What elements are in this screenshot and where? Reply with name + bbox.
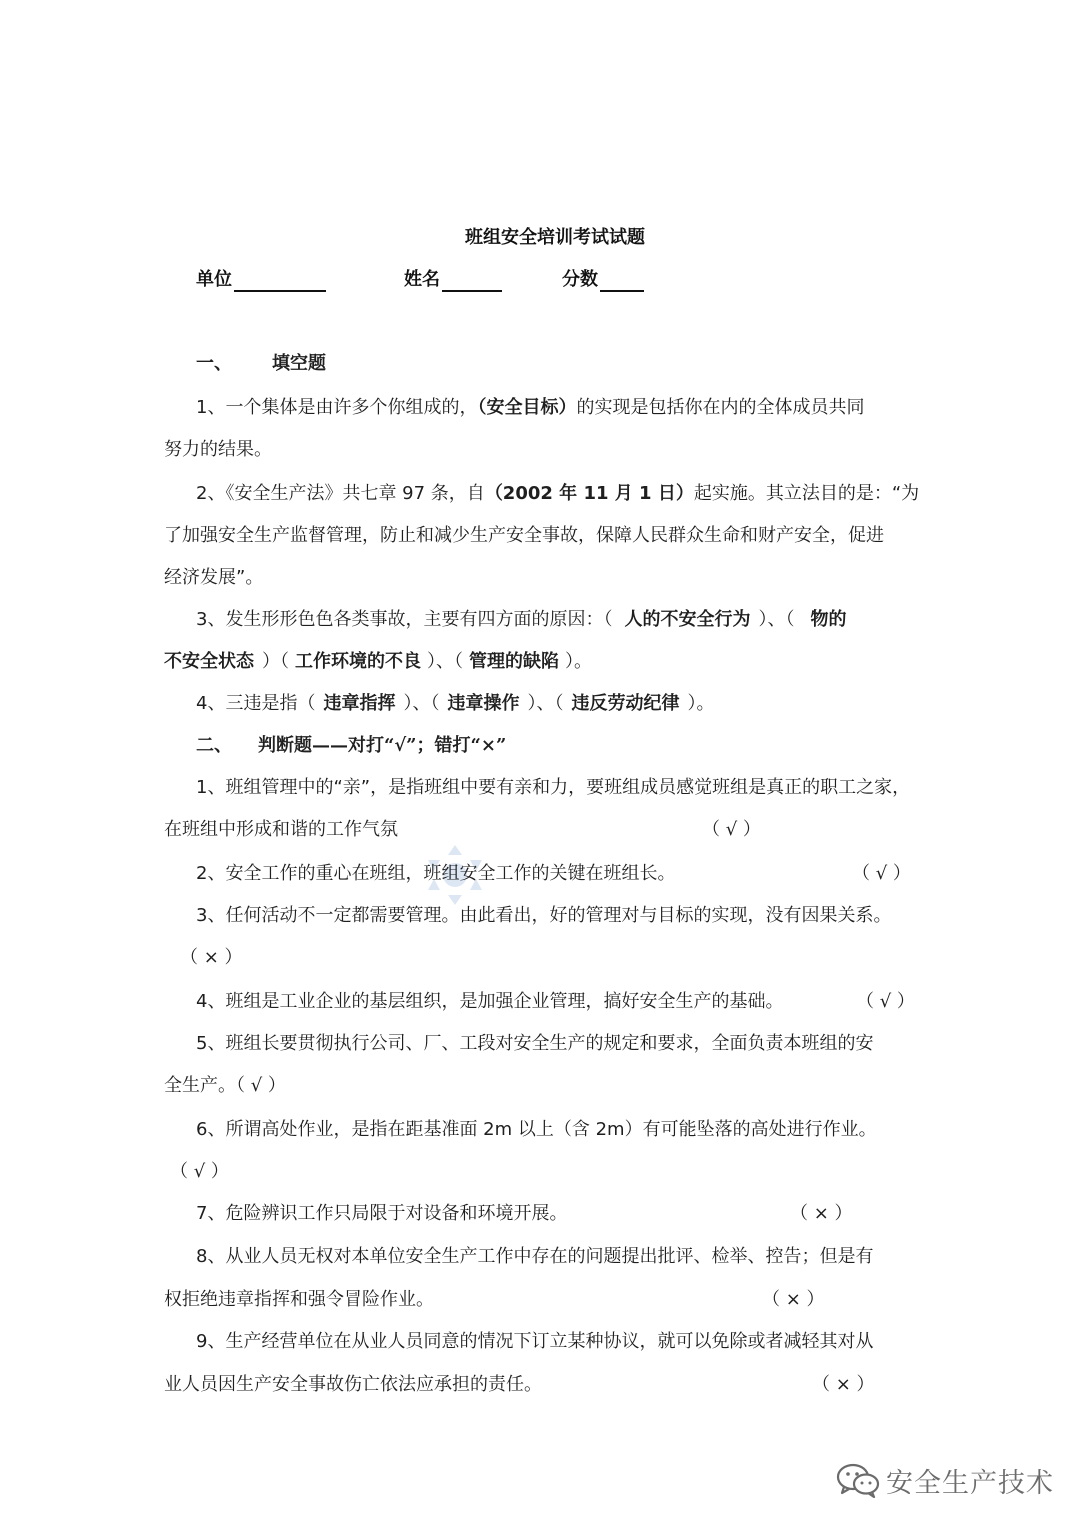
s1-q3-line2 [164,650,592,674]
s1-q3-line1 [196,608,846,632]
s1-q4-answer3: 违反劳动纪律 [571,693,680,714]
section1-title: 填空题 [272,353,326,374]
s1-q4-text-g: ）。 [687,693,715,714]
section2-heading [196,734,506,758]
s1-q2-text-c: 起实施。其立法目的是：“为 [693,483,920,504]
s2-q1-line2: 在班组中形成和谐的工作气氛 [164,819,398,840]
s2-q9-mark: （ × ） [812,1374,875,1395]
s1-q1-text-a: 1、一个集体是由许多个你组成的， [196,397,478,418]
s1-q4-answer2: 违章操作 [447,693,520,714]
s1-q4-answer1: 违章指挥 [323,693,396,714]
s2-q4-mark: （ √ ） [856,991,915,1012]
s1-q3-text-a: 3、发生形形色色各类事故，主要有四方面的原因：（ [196,609,613,630]
section1-heading [196,352,326,376]
s2-q9-line1: 9、生产经营单位在从业人员同意的情况下订立某种协议，就可以免除或者减轻其对从 [196,1331,874,1352]
s2-q9-line2: 业人员因生产安全事故伤亡依法应承担的责任。 [164,1374,542,1395]
s2-q1-mark: （ √ ） [702,819,761,840]
s2-q5-line2: 全生产。（ √ ） [164,1075,286,1096]
s1-q1-text-c: 的实现是包括你在内的全体成员共同 [576,397,865,418]
unit-field [196,268,326,292]
wechat-icon [836,1462,880,1498]
section2-number: 二、 [196,735,232,756]
s2-q2-mark: （ √ ） [852,863,911,884]
s2-q6-line1: 6、所谓高处作业，是指在距基准面 2m 以上（含 2m）有可能坠落的高处进行作业。 [196,1119,877,1140]
s2-q8-line2: 权拒绝违章指挥和强令冒险作业。 [164,1289,434,1310]
s1-q2-line1 [196,482,919,506]
unit-label: 单位 [196,269,232,290]
s1-q3-answer2a: 物的 [810,609,847,630]
score-field [562,268,644,292]
s2-q5-line1: 5、班组长要贯彻执行公司、厂、工段对安全生产的规定和要求，全面负责本班组的安 [196,1033,874,1054]
s1-q3-answer1: 人的不安全行为 [624,609,751,630]
s1-q4-text-e: ）、（ [527,693,564,714]
s1-q1-answer: （安全目标） [477,397,577,418]
s1-q2-text-a: 2、《安全生产法》共七章 97 条，自 [196,483,485,504]
s1-q3-text-f: ）。 [565,651,592,672]
s1-q1-line1 [196,396,864,420]
name-field [404,268,502,292]
s1-q4-text-c: ）、（ [403,693,440,714]
s1-q2-answer: （2002 年 11 月 1 日） [484,483,694,504]
s1-q3-answer3: 工作环境的不良 [295,651,421,672]
s2-q2-line1: 2、安全工作的重心在班组，班组安全工作的关键在班组长。 [196,863,676,884]
section2-title: 判断题——对打“√”；错打“×” [258,735,507,756]
s2-q3-line1: 3、任何活动不一定都需要管理。由此看出，好的管理对与目标的实现，没有因果关系。 [196,905,892,926]
s2-q1-line1: 1、班组管理中的“亲”，是指班组中要有亲和力，要班组成员感觉班组是真正的职工之家， [196,777,911,798]
score-blank [600,270,644,292]
unit-blank [234,270,326,292]
brand-name: 安全生产技术 [886,1467,1054,1499]
branding [836,1460,1054,1500]
s1-q3-answer4: 管理的缺陷 [469,651,559,672]
s1-q4-text-a: 4、三违是指（ [196,693,316,714]
name-label: 姓名 [404,269,440,290]
s1-q3-text-c: ）、（ [758,609,795,630]
s2-q8-mark: （ × ） [762,1289,825,1310]
s1-q3-text-b: ）（ [262,651,289,672]
s2-q6-mark: （ √ ） [170,1161,229,1182]
s2-q4-line1: 4、班组是工业企业的基层组织，是加强企业管理，搞好安全生产的基础。 [196,991,784,1012]
s1-q3-text-d: ）、（ [427,651,463,672]
s2-q8-line1: 8、从业人员无权对本单位安全生产工作中存在的问题提出批评、检举、控告；但是有 [196,1246,874,1267]
s1-q2-line2: 了加强安全生产监督管理，防止和减少生产安全事故，保障人民群众生命和财产安全，促进 [164,525,884,546]
s1-q3-answer2b: 不安全状态 [164,651,254,672]
score-label: 分数 [562,269,598,290]
s1-q1-line2: 努力的结果。 [164,439,272,460]
s1-q2-line3: 经济发展”。 [164,567,264,588]
name-blank [442,270,502,292]
s2-q7-line1: 7、危险辨识工作只局限于对设备和环境开展。 [196,1203,568,1224]
s2-q7-mark: （ × ） [790,1203,853,1224]
document-title: 班组安全培训考试试题 [465,227,645,248]
s2-q3-mark: （ × ） [180,947,243,968]
section1-number: 一、 [196,353,232,374]
s1-q4-line1 [196,692,714,716]
